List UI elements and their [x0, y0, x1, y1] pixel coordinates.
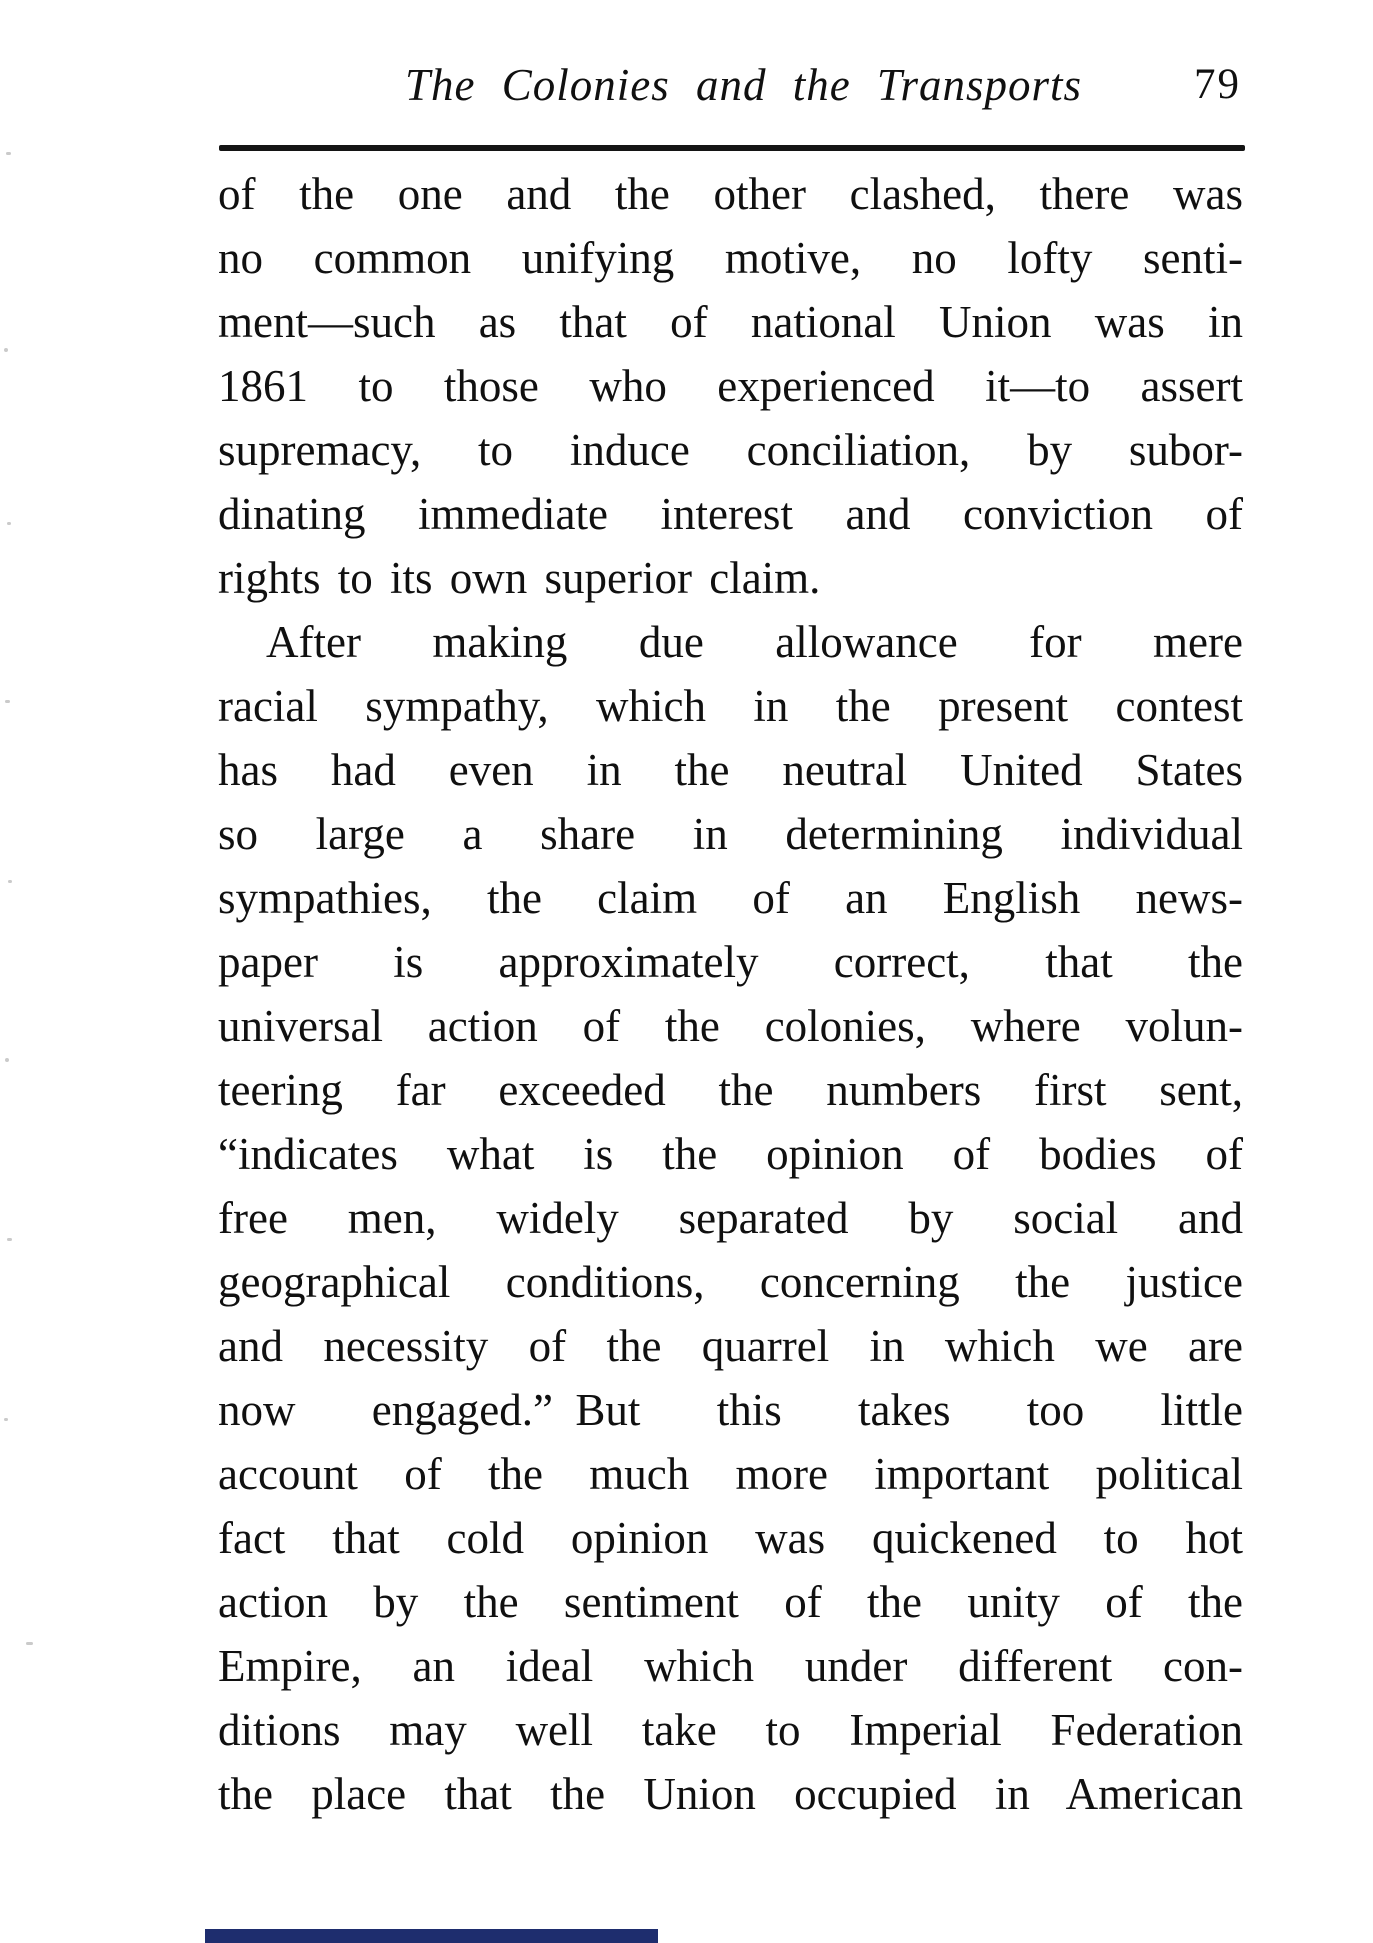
scan-speck — [7, 1238, 12, 1241]
text-line: has had even in the neutral United States — [218, 745, 1243, 795]
bottom-bar — [205, 1929, 658, 1943]
text-line: teering far exceeded the numbers first sent, — [218, 1065, 1243, 1115]
text-line: now engaged.” But this takes too little — [218, 1385, 1243, 1435]
text-line: racial sympathy, which in the present contest — [218, 681, 1243, 731]
scan-speck — [4, 1418, 8, 1421]
text-line: sympathies, the claim of an English news- — [218, 873, 1243, 923]
scan-speck — [5, 700, 10, 703]
text-line: rights to its own superior claim. — [218, 553, 821, 603]
page-title: The Colonies and the Transports — [404, 60, 1083, 110]
text-line: universal action of the colonies, where volun- — [218, 1001, 1243, 1051]
header-rule — [219, 145, 1245, 151]
page-body — [218, 162, 1243, 1826]
scan-speck — [6, 152, 11, 155]
scan-speck — [8, 880, 12, 883]
scan-speck — [7, 522, 11, 525]
text-line: paper is approximately correct, that the — [218, 937, 1243, 987]
text-line: Empire, an ideal which under different con- — [218, 1641, 1243, 1691]
scan-speck — [5, 1058, 9, 1062]
text-line: action by the sentiment of the unity of the — [218, 1577, 1243, 1627]
text-line: ditions may well take to Imperial Federation — [218, 1705, 1243, 1755]
text-line: free men, widely separated by social and — [218, 1193, 1243, 1243]
running-head — [218, 48, 1243, 122]
text-line: no common unifying motive, no lofty senti- — [218, 233, 1243, 283]
text-line: and necessity of the quarrel in which we are — [218, 1321, 1243, 1371]
text-line: geographical conditions, concerning the justice — [218, 1257, 1243, 1307]
text-line: “indicates what is the opinion of bodies of — [218, 1129, 1243, 1179]
text-line: dinating immediate interest and conviction of — [218, 489, 1243, 539]
scan-speck — [4, 348, 8, 352]
text-line: so large a share in determining individual — [218, 809, 1243, 859]
text-line: of the one and the other clashed, there was — [218, 169, 1243, 219]
text-line: supremacy, to induce conciliation, by subor- — [218, 425, 1243, 475]
text-line: fact that cold opinion was quickened to hot — [218, 1513, 1243, 1563]
text-line: After making due allowance for mere — [266, 617, 1243, 667]
page-number: 79 — [1194, 61, 1241, 108]
text-line: the place that the Union occupied in American — [218, 1769, 1243, 1819]
scan-speck — [26, 1642, 33, 1645]
text-line: account of the much more important political — [218, 1449, 1243, 1499]
text-line: ment—such as that of national Union was in — [218, 297, 1243, 347]
text-line: 1861 to those who experienced it—to assert — [218, 361, 1243, 411]
